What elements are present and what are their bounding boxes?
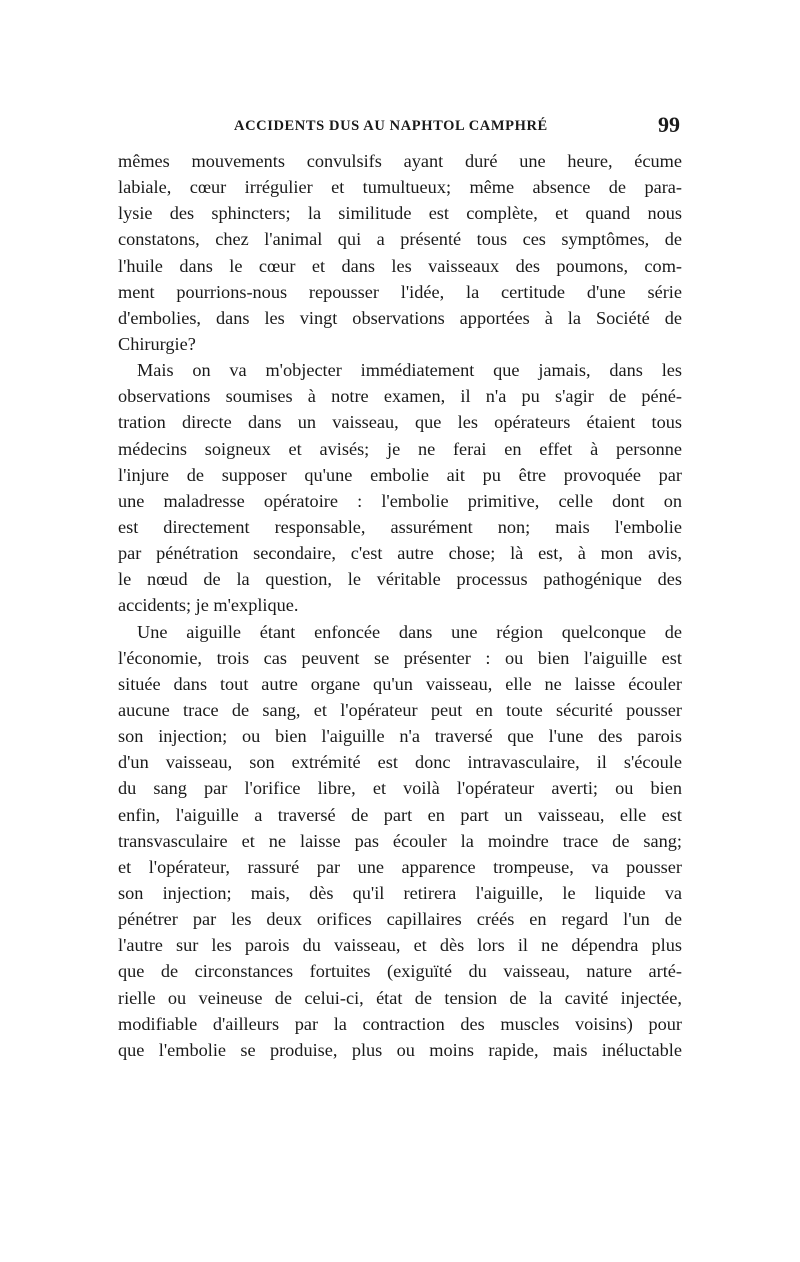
text-line: ment pourrions-nous repousser l'idée, la certitude d'une série bbox=[118, 281, 682, 302]
text-line: son injection; ou bien l'aiguille n'a traversé que l'une des parois bbox=[118, 726, 682, 747]
text-line: observations soumises à notre examen, il n'a pu s'agir de péné- bbox=[118, 386, 682, 407]
text-line: constatons, chez l'animal qui a présenté tous ces symptômes, de bbox=[118, 229, 682, 250]
text-line: rielle ou veineuse de celui-ci, état de tension de la cavité injectée, bbox=[118, 987, 682, 1008]
text-line: par pénétration secondaire, c'est autre chose; là est, à mon avis, bbox=[118, 543, 682, 564]
paragraph-end-line: accidents; je m'explique. bbox=[118, 595, 299, 616]
text-line: modifiable d'ailleurs par la contraction des muscles voisins) pour bbox=[118, 1013, 682, 1034]
text-line: transvasculaire et ne laisse pas écouler la moindre trace de sang; bbox=[118, 830, 682, 851]
text-line: d'embolies, dans les vingt observations apportées à la Société de bbox=[118, 307, 682, 328]
text-line: pénétrer par les deux orifices capillaires créés en regard l'un de bbox=[118, 909, 682, 930]
paragraph-start-line: Une aiguille étant enfoncée dans une région quelconque de bbox=[137, 621, 682, 642]
text-line: que de circonstances fortuites (exiguïté du vaisseau, nature arté- bbox=[118, 961, 682, 982]
text-line: enfin, l'aiguille a traversé de part en part un vaisseau, elle est bbox=[118, 804, 682, 825]
text-line: labiale, cœur irrégulier et tumultueux; même absence de para- bbox=[118, 177, 682, 198]
running-head bbox=[118, 112, 682, 142]
text-line: tration directe dans un vaisseau, que les opérateurs étaient tous bbox=[118, 412, 682, 433]
text-line: médecins soigneux et avisés; je ne ferai en effet à personne bbox=[118, 438, 682, 459]
text-line: l'économie, trois cas peuvent se présenter : ou bien l'aiguille est bbox=[118, 647, 682, 668]
text-line: d'un vaisseau, son extrémité est donc intravasculaire, il s'écoule bbox=[118, 752, 682, 773]
text-line: l'injure de supposer qu'une embolie ait pu être provoquée par bbox=[118, 464, 682, 485]
text-line: le nœud de la question, le véritable processus pathogénique des bbox=[118, 569, 682, 590]
text-line: lysie des sphincters; la similitude est complète, et quand nous bbox=[118, 203, 682, 224]
text-line: que l'embolie se produise, plus ou moins rapide, mais inéluctable bbox=[118, 1039, 682, 1060]
text-line: l'huile dans le cœur et dans les vaisseaux des poumons, com- bbox=[118, 255, 682, 276]
page-number: 99 bbox=[658, 112, 680, 137]
paragraph-start-line: Mais on va m'objecter immédiatement que jamais, dans les bbox=[137, 360, 682, 381]
running-title: ACCIDENTS DUS AU NAPHTOL CAMPHRÉ bbox=[234, 118, 548, 134]
text-line: mêmes mouvements convulsifs ayant duré une heure, écume bbox=[118, 151, 682, 171]
text-line: son injection; mais, dès qu'il retirera l'aiguille, le liquide va bbox=[118, 882, 682, 903]
text-line: est directement responsable, assurément non; mais l'embolie bbox=[118, 516, 682, 537]
text-line: du sang par l'orifice libre, et voilà l'opérateur averti; ou bien bbox=[118, 778, 682, 799]
text-line: située dans tout autre organe qu'un vaisseau, elle ne laisse écouler bbox=[118, 673, 682, 694]
text-line: une maladresse opératoire : l'embolie primitive, celle dont on bbox=[118, 490, 682, 511]
text-line: l'autre sur les parois du vaisseau, et dès lors il ne dépendra plus bbox=[118, 935, 682, 956]
text-line: et l'opérateur, rassuré par une apparence trompeuse, va pousser bbox=[118, 856, 682, 877]
paragraph-end-line: Chirurgie? bbox=[118, 333, 196, 354]
body-text bbox=[118, 148, 682, 1063]
text-line: aucune trace de sang, et l'opérateur peut en toute sécurité pousser bbox=[118, 699, 682, 720]
